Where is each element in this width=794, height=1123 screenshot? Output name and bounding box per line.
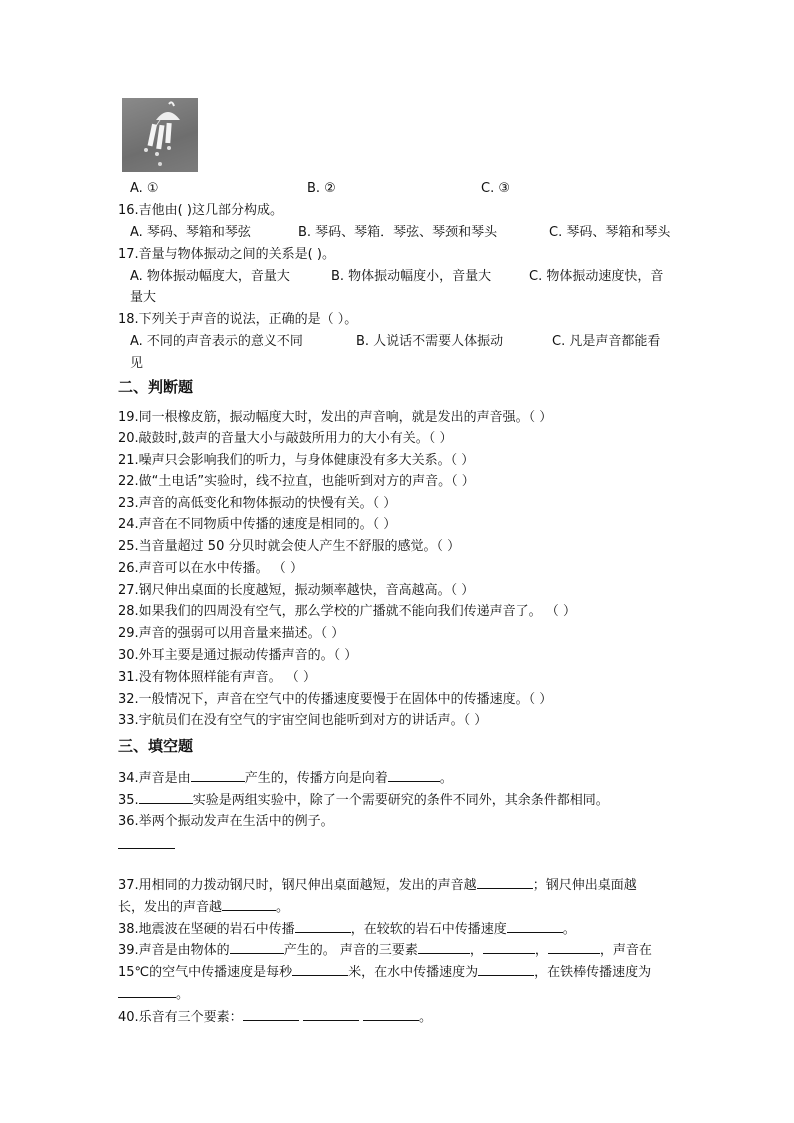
q39-text-d: ， [534,943,548,958]
q39-line-3 [118,985,189,1004]
judge-item: 24.声音在不同物质中传播的速度是相同的。（ ） [118,517,397,532]
q16-stem: 16.吉他由( )这几部分构成。 [118,203,283,218]
q17-option-c-continued: 量大 [130,290,157,305]
q39-blank-2[interactable] [418,941,470,954]
q17-stem: 17.音量与物体振动之间的关系是( )。 [118,247,335,262]
q37-text-b: ；钢尺伸出桌面越 [532,878,637,893]
q15-option-a: A. ① [130,181,159,196]
q16-option-a: A. 琴码、琴箱和琴弦 [130,225,251,240]
q34-text-c: 。 [439,771,453,786]
q39-blank-6[interactable] [478,963,534,976]
q39-text-f: 15℃的空气中传播速度是每秒 [118,965,293,980]
q34-text-a: 34.声音是由 [118,771,191,786]
q39-line-2 [118,963,651,982]
q35-line [118,791,609,810]
q40-blank-3[interactable] [363,1008,419,1021]
q16-option-b: B. 琴码、琴箱．琴弦、琴颈和琴头 [298,225,498,240]
q38-blank-1[interactable] [295,920,351,933]
q40-text-b: 。 [418,1010,432,1025]
q37-text-a: 37.用相同的力拨动钢尺时，钢尺伸出桌面越短，发出的声音越 [118,878,477,893]
judge-item: 31.没有物体照样能有声音。 （ ） [118,670,316,685]
q18-option-c-continued: 见 [130,356,144,371]
judge-item: 22.做“土电话”实验时，线不拉直，也能听到对方的声音。（ ） [118,474,475,489]
hanging-tubes-image [122,98,198,172]
q35-text-b: 实验是两组实验中，除了一个需要研究的条件不同外，其余条件都相同。 [192,793,609,808]
q35-blank[interactable] [139,791,193,804]
q37-blank-2[interactable] [222,898,276,911]
judge-item: 30.外耳主要是通过振动传播声音的。（ ） [118,648,358,663]
q15-option-c: C. ③ [481,181,510,196]
q40-blank-2[interactable] [303,1008,359,1021]
q17-option-b: B. 物体振动幅度小，音量大 [331,269,492,284]
q38-line [118,920,576,939]
q39-blank-3[interactable] [483,941,535,954]
judge-item: 32.一般情况下，声音在空气中的传播速度要慢于在固体中的传播速度。（ ） [118,692,553,707]
q18-option-b: B. 人说话不需要人体振动 [356,334,504,349]
q39-blank-5[interactable] [292,963,348,976]
q17-option-c: C. 物体振动速度快，音 [529,269,664,284]
q39-text-h: ，在铁棒传播速度为 [534,965,652,980]
q18-option-a: A. 不同的声音表示的意义不同 [130,334,303,349]
q40-blank-1[interactable] [243,1008,299,1021]
q18-option-c: C. 凡是声音都能看 [552,334,661,349]
question-photo [122,98,198,172]
q38-text-a: 38.地震波在坚硬的岩石中传播 [118,922,295,937]
q39-text-c: ， [469,943,483,958]
q34-line [118,769,453,788]
q40-text-a: 40.乐音有三个要素： [118,1010,243,1025]
judge-item: 23.声音的高低变化和物体振动的快慢有关。（ ） [118,496,397,511]
q37-line-2 [118,898,289,917]
q38-text-c: 。 [562,922,576,937]
q39-blank-4[interactable] [548,941,600,954]
q18-stem: 18.下列关于声音的说法，正确的是（ ）。 [118,312,358,327]
q39-blank-7[interactable] [118,985,176,998]
q39-text-b: 产生的。 声音的三要素 [283,943,418,958]
judge-item: 27.钢尺伸出桌面的长度越短，振动频率越快，音高越高。（ ） [118,583,475,598]
q37-text-d: 。 [276,900,290,915]
judge-item: 33.宇航员们在没有空气的宇宙空间也能听到对方的讲话声。（ ） [118,713,488,728]
q39-text-i: 。 [176,987,190,1002]
judge-item: 20.敲鼓时,鼓声的音量大小与敲鼓所用力的大小有关。（ ） [118,431,453,446]
q40-line [118,1008,432,1027]
judge-item: 25.当音量超过 50 分贝时就会使人产生不舒服的感觉。（ ） [118,539,461,554]
q17-option-a: A. 物体振动幅度大，音量大 [130,269,290,284]
q38-blank-2[interactable] [507,920,563,933]
q39-text-g: 米，在水中传播速度为 [348,965,479,980]
judge-item: 28.如果我们的四周没有空气，那么学校的广播就不能向我们传递声音了。 （ ） [118,604,576,619]
q37-line-1 [118,876,637,895]
judge-item: 19.同一根橡皮筋，振动幅度大时，发出的声音响，就是发出的声音强。（ ） [118,410,553,425]
q39-text-e: ，声音在 [599,943,652,958]
q37-text-c: 长，发出的声音越 [118,900,223,915]
q38-text-b: ，在较软的岩石中传播速度 [350,922,507,937]
q35-text-a: 35. [118,793,139,808]
section-heading-judge: 二、判断题 [118,378,194,396]
judge-item: 21.噪声只会影响我们的听力，与身体健康没有多大关系。（ ） [118,453,475,468]
q36-stem: 36.举两个振动发声在生活中的例子。 [118,814,334,829]
q15-option-b: B. ② [307,181,336,196]
judge-item: 29.声音的强弱可以用音量来描述。（ ） [118,626,345,641]
q16-option-c: C. 琴码、琴箱和琴头 [549,225,671,240]
q34-blank-2[interactable] [388,769,440,782]
q39-line-1 [118,941,652,960]
q36-answer-blank[interactable] [118,848,175,849]
q37-blank-1[interactable] [477,876,533,889]
q34-text-b: 产生的，传播方向是向着 [244,771,388,786]
section-heading-fill: 三、填空题 [118,737,194,755]
q39-text-a: 39.声音是由物体的 [118,943,230,958]
q34-blank-1[interactable] [191,769,245,782]
judge-item: 26.声音可以在水中传播。 （ ） [118,561,303,576]
q39-blank-1[interactable] [230,941,284,954]
